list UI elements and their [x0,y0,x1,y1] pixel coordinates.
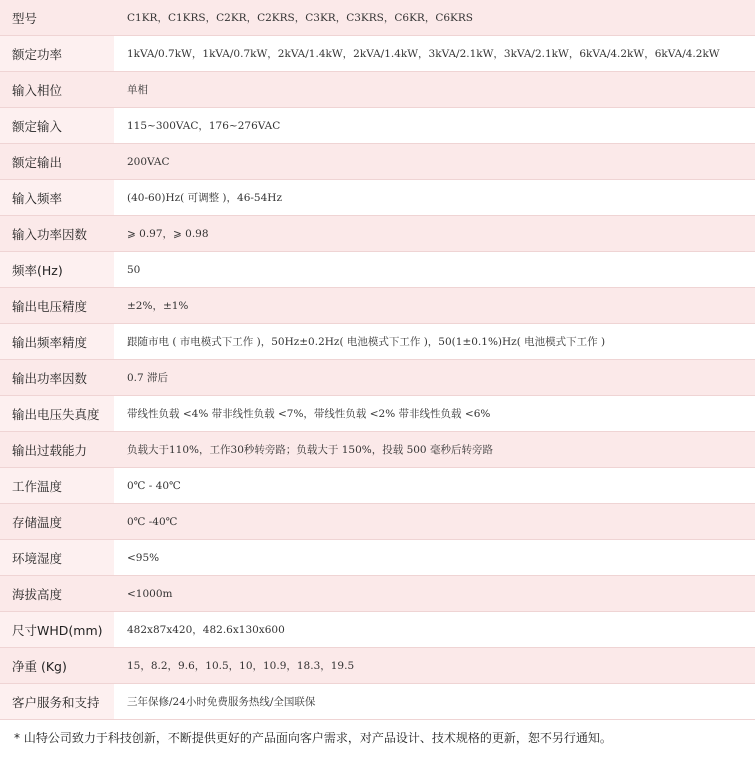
spec-value: 带线性负载 <4% 带非线性负载 <7%，带线性负载 <2% 带非线性负载 <6% [114,396,755,432]
table-row [0,72,755,108]
spec-value: 482x87x420，482.6x130x600 [114,612,755,648]
spec-label: 输出电压精度 [0,288,114,324]
spec-value: <1000m [114,576,755,612]
spec-value: 0℃ - 40℃ [114,468,755,504]
table-row [0,468,755,504]
table-row [0,540,755,576]
spec-label: 输入相位 [0,72,114,108]
spec-label: 客户服务和支持 [0,684,114,720]
spec-label: 额定功率 [0,36,114,72]
spec-value: ±2%，±1% [114,288,755,324]
spec-label: 净重 (Kg) [0,648,114,684]
spec-label: 输出频率精度 [0,324,114,360]
spec-label: 输入频率 [0,180,114,216]
table-row [0,648,755,684]
spec-value: 三年保修/24小时免费服务热线/全国联保 [114,684,755,720]
table-row [0,108,755,144]
spec-value: C1KR，C1KRS，C2KR，C2KRS，C3KR，C3KRS，C6KR，C6KRS [114,0,755,36]
spec-value: (40-60)Hz( 可调整 )，46-54Hz [114,180,755,216]
table-row [0,0,755,36]
spec-label: 输入功率因数 [0,216,114,252]
table-row [0,144,755,180]
spec-value: 50 [114,252,755,288]
table-row [0,612,755,648]
spec-label: 额定输入 [0,108,114,144]
spec-value: 0℃ -40℃ [114,504,755,540]
spec-label: 额定输出 [0,144,114,180]
spec-value: 15，8.2，9.6，10.5，10，10.9，18.3，19.5 [114,648,755,684]
spec-label: 输出功率因数 [0,360,114,396]
footnote: * 山特公司致力于科技创新，不断提供更好的产品面向客户需求，对产品设计、技术规格的更新，恕不另行通知。 [0,720,755,756]
spec-label: 频率(Hz) [0,252,114,288]
spec-label: 工作温度 [0,468,114,504]
table-row [0,504,755,540]
table-row [0,684,755,720]
spec-value: 1kVA/0.7kW，1kVA/0.7kW，2kVA/1.4kW，2kVA/1.4kW，3kVA/2.1kW，3kVA/2.1kW，6kVA/4.2kW，6kVA/4.2kW [114,36,755,72]
table-row [0,180,755,216]
table-row [0,360,755,396]
spec-label: 海拔高度 [0,576,114,612]
table-row [0,216,755,252]
spec-value: 单相 [114,72,755,108]
spec-label: 存储温度 [0,504,114,540]
spec-label: 输出过载能力 [0,432,114,468]
table-row [0,576,755,612]
spec-value: 负载大于110%，工作30秒转旁路；负载大于 150%，投载 500 毫秒后转旁路 [114,432,755,468]
spec-value: 跟随市电 ( 市电模式下工作 )，50Hz±0.2Hz( 电池模式下工作 )，50(1±0.1%)Hz( 电池模式下工作 ) [114,324,755,360]
spec-value: 200VAC [114,144,755,180]
table-row [0,252,755,288]
table-row [0,288,755,324]
spec-value: 0.7 滞后 [114,360,755,396]
spec-value: ⩾ 0.97，⩾ 0.98 [114,216,755,252]
table-row [0,396,755,432]
spec-label: 型号 [0,0,114,36]
spec-value: 115~300VAC，176~276VAC [114,108,755,144]
table-row [0,432,755,468]
table-row [0,324,755,360]
spec-value: <95% [114,540,755,576]
spec-label: 尺寸WHD(mm) [0,612,114,648]
table-row [0,36,755,72]
spec-label: 输出电压失真度 [0,396,114,432]
spec-label: 环境湿度 [0,540,114,576]
